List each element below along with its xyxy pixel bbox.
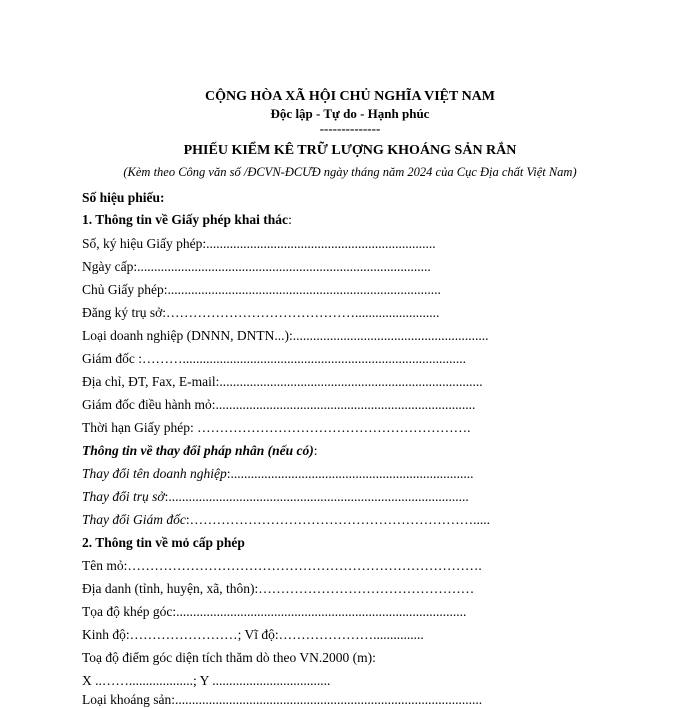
field-license-term: Thời hạn Giấy phép: ……………………………………………………. — [82, 420, 471, 435]
legal-change-title: Thông tin về thay đổi pháp nhân (nếu có) — [82, 443, 314, 458]
legal-change-heading — [82, 443, 318, 459]
director-change-dots: :………………………………………………………..... — [185, 512, 491, 527]
field-director: Giám đốc :……….................................................................................... — [82, 351, 466, 366]
field-mine-name: Tên mỏ:……………………………………………………………………. — [82, 558, 482, 573]
legal-change-colon: : — [313, 443, 318, 458]
field-license-number: Số, ký hiệu Giấy phép:.................................................................... — [82, 236, 436, 251]
form-number-label: Số hiệu phiếu: — [82, 190, 165, 205]
field-mine-director: Giám đốc điều hành mỏ:............................................................................. — [82, 397, 476, 412]
field-registered-office: Đăng ký trụ sở:……………………………………......................... — [82, 305, 440, 320]
republic-heading: CỘNG HÒA XÃ HỘI CHỦ NGHĨA VIỆT NAM — [204, 89, 495, 104]
field-issue-date: Ngày cấp:....................................................................................... — [82, 259, 431, 274]
field-location: Địa danh (tỉnh, huyện, xã, thôn):………………………………………… — [82, 581, 475, 596]
field-corner-coordinates: Toạ độ điểm góc diện tích thăm dò theo VN.2000 (m): — [82, 650, 376, 665]
header-divider: -------------- — [319, 121, 381, 136]
document-subtitle: (Kèm theo Công văn số /ĐCVN-ĐCƯĐ ngày tháng năm 2024 của Cục Địa chất Việt Nam) — [123, 165, 577, 179]
section-1-title: 1. Thông tin về Giấy phép khai thác — [82, 212, 289, 227]
section-1-heading — [82, 212, 292, 228]
director-change-label: Thay đổi Giám đốc — [82, 512, 186, 527]
field-longitude-latitude: Kinh độ:……………………; Vĩ độ:…………………............... — [82, 627, 424, 642]
office-change-dots: :......................................................................................... — [164, 489, 469, 504]
office-change-label: Thay đổi trụ sở — [82, 489, 165, 504]
document-title: PHIẾU KIỂM KÊ TRỮ LƯỢNG KHOÁNG SẢN RẮN — [183, 143, 517, 158]
field-mineral-type: Loại khoáng sản:........................................................................................... — [82, 692, 483, 707]
field-office-change — [82, 489, 469, 505]
name-change-dots: :........................................................................ — [226, 466, 474, 481]
section-2-heading: 2. Thông tin về mỏ cấp phép — [82, 535, 245, 550]
section-1-colon: : — [288, 212, 292, 227]
motto: Độc lập - Tự do - Hạnh phúc — [270, 106, 430, 121]
field-xy: X ..……...................; Y ................................... — [82, 673, 331, 688]
field-name-change — [82, 466, 474, 482]
field-enterprise-type: Loại doanh nghiệp (DNNN, DNTN...):.......................................................... — [82, 328, 489, 343]
field-closing-coordinates: Tọa độ khép góc:...................................................................................... — [82, 604, 467, 619]
name-change-label: Thay đổi tên doanh nghiệp — [82, 466, 227, 481]
field-contact: Địa chỉ, ĐT, Fax, E-mail:.............................................................................. — [82, 374, 483, 389]
field-license-holder: Chủ Giấy phép:................................................................................. — [82, 282, 441, 297]
field-director-change — [82, 512, 490, 528]
